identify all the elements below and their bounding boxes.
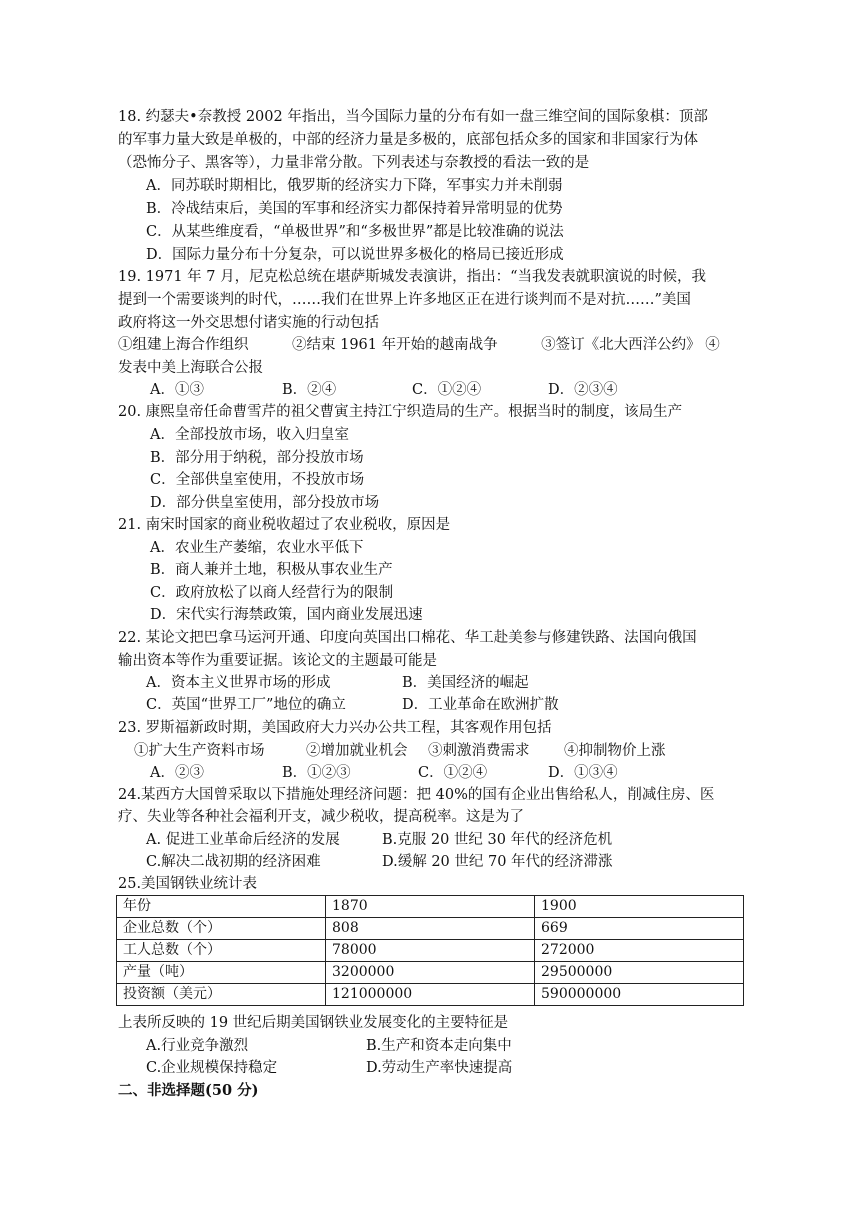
q25-option-b: B.生产和资本走向集中: [366, 1038, 512, 1054]
q23-item-4: ④抑制物价上涨: [564, 743, 666, 759]
q18-stem-line-3: （恐怖分子、黑客等），力量非常分散。下列表述与奈教授的看法一致的是: [118, 155, 590, 171]
q23-item-2: ②增加就业机会: [306, 743, 408, 759]
q19-stem-line-3: 政府将这一外交思想付诸实施的行动包括: [118, 315, 379, 331]
q22-stem-line-2: 输出资本等作为重要证据。该论文的主题最可能是: [118, 653, 437, 669]
table-cell: 产量（吨）: [117, 962, 326, 984]
q23-option-b: B．①②③: [282, 765, 351, 781]
q22-stem-line-1: 22. 某论文把巴拿马运河开通、印度向英国出口棉花、华工赴美参与修建铁路、法国向俄国: [118, 630, 697, 646]
table-cell: 590000000: [535, 984, 744, 1006]
table-row: [117, 896, 744, 918]
table-cell: 272000: [535, 940, 744, 962]
q21-stem: 21. 南宋时国家的商业税收超过了农业税收，原因是: [118, 517, 451, 533]
steel-statistics-table: [116, 895, 744, 1006]
q18-stem-line-2: 的军事力量大致是单极的，中部的经济力量是多极的，底部包括众多的国家和非国家行为体: [118, 132, 698, 148]
q23-item-3: ③刺激消费需求: [428, 743, 530, 759]
q24-option-b: B.克服 20 世纪 30 年代的经济危机: [382, 832, 613, 848]
q18-option-c: C．从某些维度看，“单极世界”和“多极世界”都是比较准确的说法: [146, 224, 564, 240]
q22-option-d: D．工业革命在欧洲扩散: [402, 697, 559, 713]
q19-option-a: A．①③: [150, 382, 204, 398]
q20-option-a: A．全部投放市场，收入归皇室: [150, 427, 349, 443]
q21-option-d: D．宋代实行海禁政策，国内商业发展迅速: [150, 607, 423, 623]
q18-option-d: D．国际力量分布十分复杂，可以说世界多极化的格局已接近形成: [146, 247, 564, 263]
q25-option-a: A.行业竞争激烈: [146, 1038, 249, 1054]
q18-stem-line-1: 18. 约瑟夫•奈教授 2002 年指出，当今国际力量的分布有如一盘三维空间的国际象棋：顶部: [118, 109, 708, 125]
q19-stem-line-2: 提到一个需要谈判的时代，……我们在世界上许多地区正在进行谈判而不是对抗……”美国: [118, 292, 691, 308]
q23-option-c: C．①②④: [418, 765, 488, 781]
table-row: [117, 940, 744, 962]
q19-items-line-1: ①组建上海合作组织 ②结束 1961 年开始的越南战争 ③签订《北大西洋公约》 ④: [118, 337, 720, 353]
q21-option-b: B．商人兼并土地，积极从事农业生产: [150, 562, 393, 578]
q25-caption: 25.美国钢铁业统计表: [118, 876, 258, 892]
q25-option-d: D.劳动生产率快速提高: [366, 1060, 513, 1076]
table-cell: 3200000: [326, 962, 535, 984]
table-cell: 121000000: [326, 984, 535, 1006]
q24-stem-line-2: 疗、失业等各种社会福利开支，减少税收，提高税率。这是为了: [118, 809, 524, 825]
q23-option-d: D．①③④: [548, 765, 618, 781]
table-cell: 年份: [117, 896, 326, 918]
table-cell: 29500000: [535, 962, 744, 984]
q25-stem: 上表所反映的 19 世纪后期美国钢铁业发展变化的主要特征是: [118, 1015, 509, 1031]
table-cell: 669: [535, 918, 744, 940]
table-cell: 企业总数（个）: [117, 918, 326, 940]
table-row: [117, 962, 744, 984]
q19-option-b: B．②④: [282, 382, 337, 398]
q21-option-c: C．政府放松了以商人经营行为的限制: [150, 585, 394, 601]
q20-option-b: B．部分用于纳税，部分投放市场: [150, 450, 364, 466]
q23-item-1: ①扩大生产资料市场: [134, 743, 265, 759]
table-row: [117, 984, 744, 1006]
table-row: [117, 918, 744, 940]
table-cell: 808: [326, 918, 535, 940]
q24-option-d: D.缓解 20 世纪 70 年代的经济滞涨: [382, 854, 613, 870]
q24-stem-line-1: 24.某西方大国曾采取以下措施处理经济问题：把 40%的国有企业出售给私人，削减住房、医: [118, 787, 715, 803]
section-heading: 二、非选择题(50 分): [118, 1082, 259, 1099]
q24-option-a: A. 促进工业革命后经济的发展: [146, 832, 340, 848]
q20-option-c: C．全部供皇室使用，不投放市场: [150, 472, 365, 488]
q23-option-a: A．②③: [150, 765, 204, 781]
q19-stem-line-1: 19. 1971 年 7 月，尼克松总统在堪萨斯城发表演讲，指出：“当我发表就职演说的时候，我: [118, 269, 707, 285]
q22-option-c: C．英国“世界工厂”地位的确立: [146, 697, 346, 713]
table-cell: 78000: [326, 940, 535, 962]
q21-option-a: A．农业生产萎缩，农业水平低下: [150, 540, 364, 556]
q18-option-a: A．同苏联时期相比，俄罗斯的经济实力下降，军事实力并未削弱: [146, 178, 563, 194]
q22-option-a: A．资本主义世界市场的形成: [146, 675, 331, 691]
q19-option-c: C．①②④: [412, 382, 482, 398]
q20-stem: 20. 康熙皇帝任命曹雪芹的祖父曹寅主持江宁织造局的生产。根据当时的制度，该局生产: [118, 404, 683, 420]
table-cell: 工人总数（个）: [117, 940, 326, 962]
q23-stem: 23. 罗斯福新政时期，美国政府大力兴办公共工程，其客观作用包括: [118, 720, 552, 736]
table-cell: 投资额（美元）: [117, 984, 326, 1006]
q20-option-d: D．部分供皇室使用，部分投放市场: [150, 495, 380, 511]
q19-items-line-2: 发表中美上海联合公报: [118, 360, 263, 376]
q25-option-c: C.企业规模保持稳定: [146, 1060, 278, 1076]
q22-option-b: B．美国经济的崛起: [402, 675, 529, 691]
q18-option-b: B．冷战结束后，美国的军事和经济实力都保持着异常明显的优势: [146, 201, 563, 217]
table-cell: 1900: [535, 896, 744, 918]
table-cell: 1870: [326, 896, 535, 918]
q19-option-d: D．②③④: [548, 382, 618, 398]
q24-option-c: C.解决二战初期的经济困难: [146, 854, 321, 870]
